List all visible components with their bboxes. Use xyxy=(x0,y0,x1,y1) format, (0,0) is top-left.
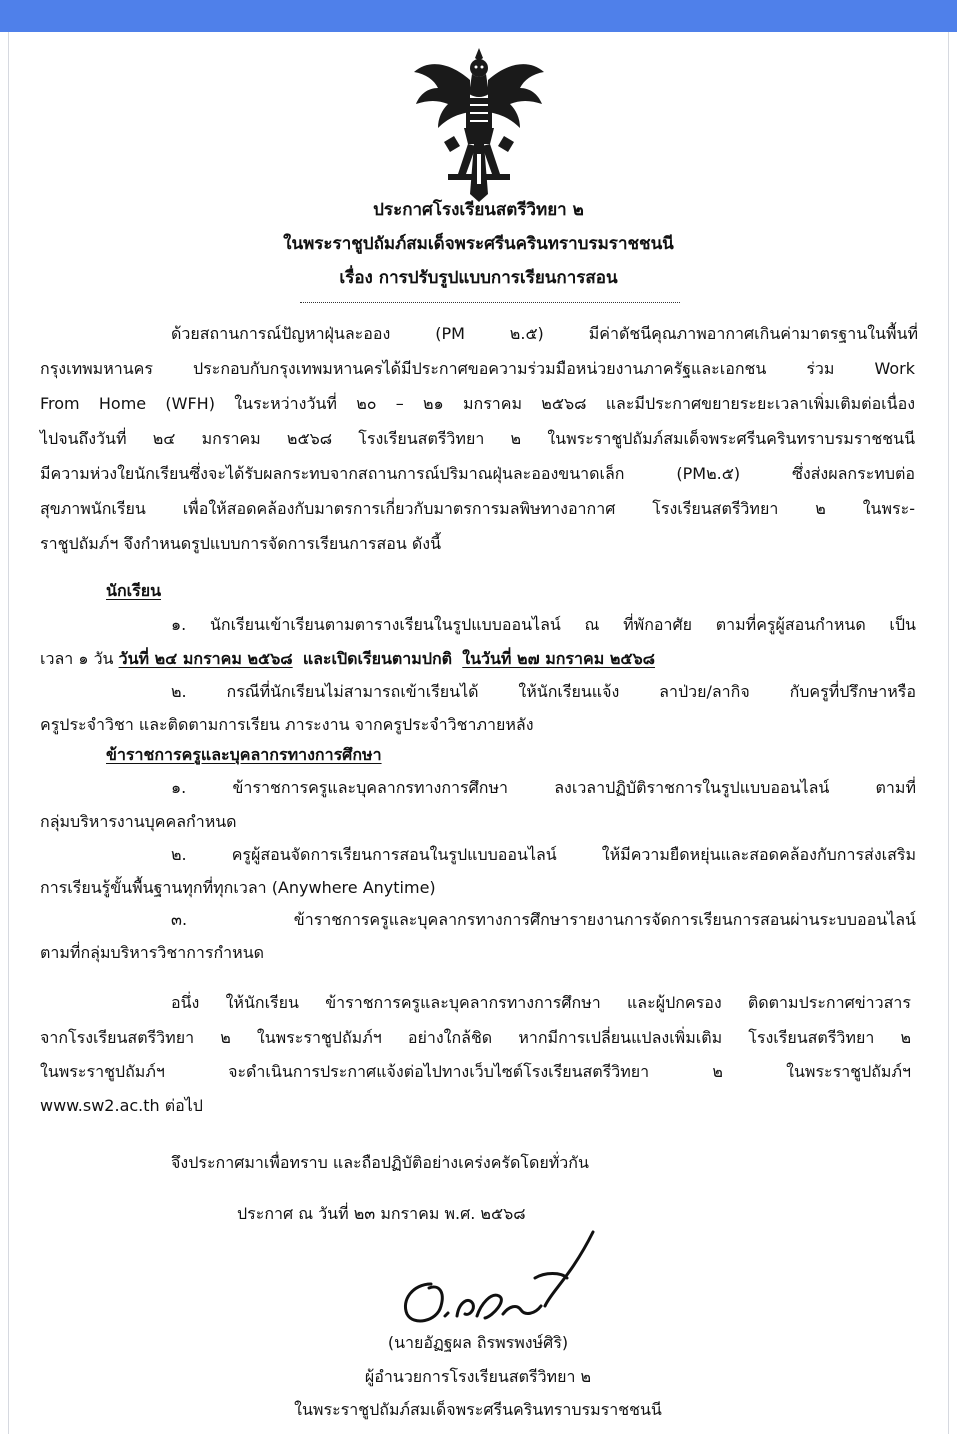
staff-item-2-line-1: ๒. ครูผู้สอนจัดการเรียนการสอนในรูปแบบออนไลน์ ให้มีความยืดหยุ่นและสอดคล้องกับการส่งเสริม xyxy=(171,845,916,864)
signer-org: ในพระราชูปถัมภ์สมเด็จพระศรีนครินทราบรมราชชนนี xyxy=(294,1400,662,1419)
handwritten-signature xyxy=(395,1222,610,1332)
students-heading: นักเรียน xyxy=(106,581,161,600)
students-item-1-line-2 xyxy=(40,648,655,670)
header-line-1: ประกาศโรงเรียนสตรีวิทยา ๒ xyxy=(373,200,584,220)
top-bar xyxy=(0,0,957,32)
staff-item-3-line-1: ๓. ข้าราชการครูและบุคลากรทางการศึกษารายงานการจัดการเรียนการสอนผ่านระบบออนไลน์ xyxy=(171,910,916,929)
intro-line: ไปจนถึงวันที่ ๒๔ มกราคม ๒๕๖๘ โรงเรียนสตรีวิทยา ๒ ในพระราชูปถัมภ์สมเด็จพระศรีนครินทราบรมราชชนนี xyxy=(40,429,915,448)
students-item-2-line-2: ครูประจำวิชา และติดตามการเรียน ภาระงาน จากครูประจำวิชาภายหลัง xyxy=(40,715,534,734)
signer-name: (นายอัฏฐผล ถิรพรพงษ์ศิริ) xyxy=(387,1333,569,1352)
staff-item-1-line-2: กลุ่มบริหารงานบุคคลกำหนด xyxy=(40,812,237,831)
announce-line: จึงประกาศมาเพื่อทราบ และถือปฏิบัติอย่างเคร่งครัดโดยทั่วกัน xyxy=(171,1153,589,1172)
intro-line: สุขภาพนักเรียน เพื่อให้สอดคล้องกับมาตรการเกี่ยวกับมาตรการมลพิษทางอากาศ โรงเรียนสตรีวิทยา ๒ ในพระ- xyxy=(40,499,915,518)
closing-line: ในพระราชูปถัมภ์ฯ จะดำเนินการประกาศแจ้งต่อไปทางเว็บไซต์โรงเรียนสตรีวิทยา ๒ ในพระราชูปถัมภ์ฯ xyxy=(40,1062,911,1081)
students-item-1-prefix: เวลา ๑ วัน xyxy=(40,649,119,668)
closing-line: จากโรงเรียนสตรีวิทยา ๒ ในพระราชูปถัมภ์ฯ อย่างใกล้ชิด หากมีการเปลี่ยนแปลงเพิ่มเติม โรงเรียนสตรีวิทยา ๒ xyxy=(40,1028,911,1047)
students-item-1-date-reopen: ในวันที่ ๒๗ มกราคม ๒๕๖๘ xyxy=(462,649,655,668)
intro-line: ราชูปถัมภ์ฯ จึงกำหนดรูปแบบการจัดการเรียนการสอน ดังนี้ xyxy=(40,534,442,553)
staff-item-1-line-1: ๑. ข้าราชการครูและบุคลากรทางการศึกษา ลงเวลาปฏิบัติราชการในรูปแบบออนไลน์ ตามที่ xyxy=(171,778,916,797)
announce-date: ประกาศ ณ วันที่ ๒๓ มกราคม พ.ศ. ๒๕๖๘ xyxy=(237,1204,526,1223)
students-item-2-line-1: ๒. กรณีที่นักเรียนไม่สามารถเข้าเรียนได้ ให้นักเรียนแจ้ง ลาป่วย/ลากิจ กับครูที่ปรึกษาหรือ xyxy=(171,682,916,701)
intro-line: มีความห่วงใยนักเรียนซึ่งจะได้รับผลกระทบจากสถานการณ์ปริมาณฝุ่นละอองขนาดเล็ก (PM๒.๕) ซึ่งส่งผลกระทบต่อ xyxy=(40,464,915,483)
header-line-3: เรื่อง การปรับรูปแบบการเรียนการสอน xyxy=(339,268,618,288)
staff-item-2-line-2: การเรียนรู้ขั้นพื้นฐานทุกที่ทุกเวลา (Anywhere Anytime) xyxy=(40,878,436,897)
garuda-emblem xyxy=(408,44,550,206)
dotted-separator xyxy=(300,302,680,303)
intro-line: กรุงเทพมหานคร ประกอบกับกรุงเทพมหานครได้มีประกาศขอความร่วมมือหน่วยงานภาครัฐและเอกชน ร่วม Work xyxy=(40,359,915,378)
students-item-1-normal-class: และเปิดเรียนตามปกติ xyxy=(302,649,453,668)
students-item-1-date-online: วันที่ ๒๔ มกราคม ๒๕๖๘ xyxy=(118,649,293,668)
signer-title: ผู้อำนวยการโรงเรียนสตรีวิทยา ๒ xyxy=(364,1367,592,1386)
intro-line: From Home (WFH) ในระหว่างวันที่ ๒๐ – ๒๑ มกราคม ๒๕๖๘ และมีประกาศขยายระยะเวลาเพิ่มเติมต่อเนื่อง xyxy=(40,394,915,413)
closing-line: www.sw2.ac.th ต่อไป xyxy=(40,1096,203,1115)
staff-heading: ข้าราชการครูและบุคลากรทางการศึกษา xyxy=(106,745,382,764)
closing-line: อนึ่ง ให้นักเรียน ข้าราชการครูและบุคลากรทางการศึกษา และผู้ปกครอง ติดตามประกาศข่าวสาร xyxy=(171,993,911,1012)
students-item-1-line-1: ๑. นักเรียนเข้าเรียนตามตารางเรียนในรูปแบบออนไลน์ ณ ที่พักอาศัย ตามที่ครูผู้สอนกำหนด เป็น xyxy=(171,615,916,634)
intro-line: ด้วยสถานการณ์ปัญหาฝุ่นละออง (PM ๒.๕) มีค่าดัชนีคุณภาพอากาศเกินค่ามาตรฐานในพื้นที่ xyxy=(171,324,918,343)
staff-item-3-line-2: ตามที่กลุ่มบริหารวิชาการกำหนด xyxy=(40,943,265,962)
header-line-2: ในพระราชูปถัมภ์สมเด็จพระศรีนครินทราบรมราชชนนี xyxy=(283,234,674,254)
